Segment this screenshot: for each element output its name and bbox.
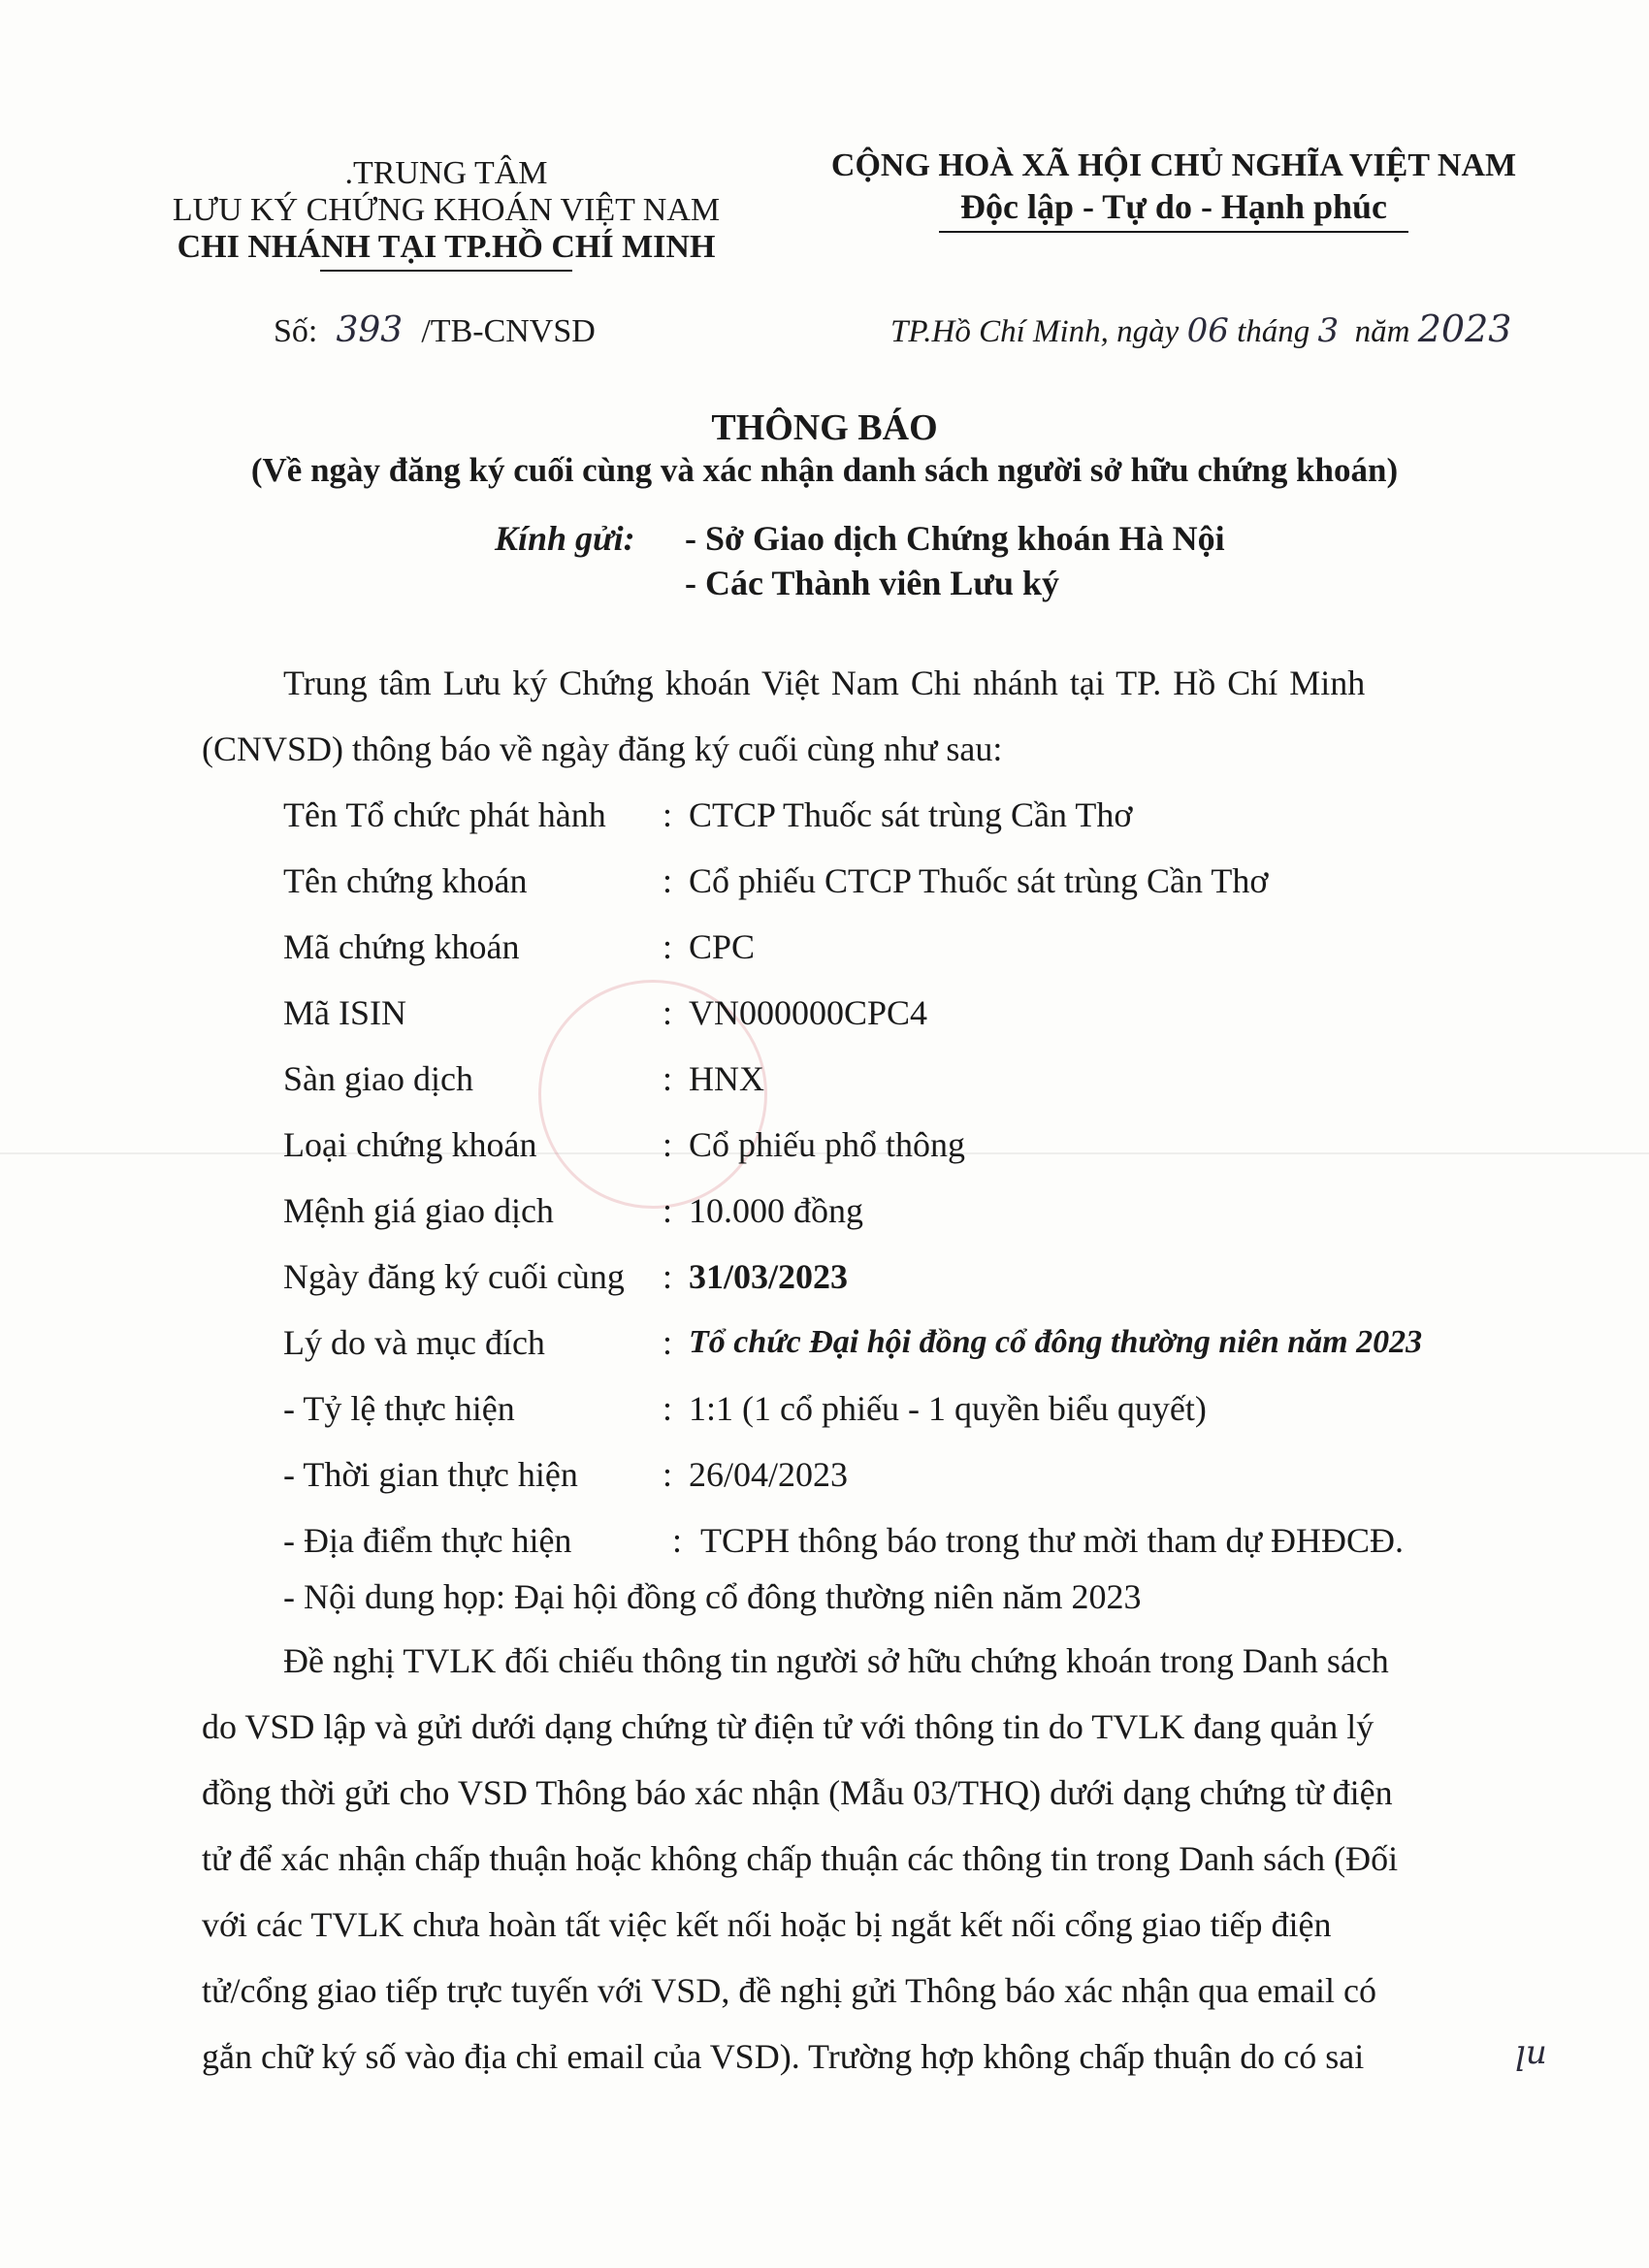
record-date-value: 31/03/2023 xyxy=(689,1257,849,1296)
intro-line: (CNVSD) thông báo về ngày đăng ký cuối cùng như sau: xyxy=(202,729,1003,768)
field-colon: : xyxy=(663,1059,673,1098)
request-line: do VSD lập và gửi dưới dạng chứng từ điện tử với thông tin do TVLK đang quản lý xyxy=(202,1707,1374,1746)
handwritten-initials: ꞁu xyxy=(1515,2033,1547,2072)
field-label: Tên Tổ chức phát hành xyxy=(283,795,606,834)
field-value: Cổ phiếu phổ thông xyxy=(689,1125,965,1164)
date-month: 3 xyxy=(1317,311,1340,350)
field-label: - Tỷ lệ thực hiện xyxy=(283,1389,515,1428)
recipients-label: Kính gửi: xyxy=(495,519,635,558)
field-value: VN000000CPC4 xyxy=(689,993,928,1032)
field-label: Tên chứng khoán xyxy=(283,861,528,900)
field-label: - Địa điểm thực hiện xyxy=(283,1521,572,1560)
request-line: đồng thời gửi cho VSD Thông báo xác nhận (Mẫu 03/THQ) dưới dạng chứng từ điện xyxy=(202,1773,1393,1812)
document-number xyxy=(274,310,596,352)
date-place: TP.Hồ Chí Minh, ngày xyxy=(890,314,1180,349)
field-value: CTCP Thuốc sát trùng Cần Thơ xyxy=(689,795,1133,834)
field-label: Loại chứng khoán xyxy=(283,1125,537,1164)
intro-line: Trung tâm Lưu ký Chứng khoán Việt Nam Chi nhánh tại TP. Hồ Chí Minh xyxy=(283,664,1366,702)
field-colon: : xyxy=(663,1191,673,1230)
field-colon: : xyxy=(663,795,673,834)
field-colon: : xyxy=(663,1323,673,1362)
request-line: Đề nghị TVLK đối chiếu thông tin người sở hữu chứng khoán trong Danh sách xyxy=(283,1641,1389,1680)
field-label: - Thời gian thực hiện xyxy=(283,1455,578,1494)
date-year: 2023 xyxy=(1417,308,1512,350)
request-line: tử/cổng giao tiếp trực tuyến với VSD, đề nghị gửi Thông báo xác nhận qua email có xyxy=(202,1971,1376,2010)
field-value: 26/04/2023 xyxy=(689,1455,849,1494)
document-title: THÔNG BÁO xyxy=(711,407,938,448)
field-colon: : xyxy=(663,927,673,966)
request-line: tử để xác nhận chấp thuận hoặc không chấp thuận các thông tin trong Danh sách (Đối xyxy=(202,1839,1399,1878)
field-value: Cổ phiếu CTCP Thuốc sát trùng Cần Thơ xyxy=(689,861,1269,900)
field-value: HNX xyxy=(689,1059,764,1098)
field-label: Ngày đăng ký cuối cùng xyxy=(283,1257,625,1296)
field-label: Lý do và mục đích xyxy=(283,1323,545,1362)
nation-name: CỘNG HOÀ XÃ HỘI CHỦ NGHĨA VIỆT NAM xyxy=(830,147,1517,183)
field-label: Mệnh giá giao dịch xyxy=(283,1191,554,1230)
date-month-label: tháng xyxy=(1237,314,1310,349)
date-year-label: năm xyxy=(1354,314,1410,349)
meeting-content: - Nội dung họp: Đại hội đồng cổ đông thường niên năm 2023 xyxy=(283,1577,1142,1616)
field-colon: : xyxy=(663,1455,673,1494)
field-label: Mã ISIN xyxy=(283,993,406,1032)
request-line: gắn chữ ký số vào địa chỉ email của VSD). Trường hợp không chấp thuận do có sai xyxy=(202,2037,1365,2076)
field-label: Sàn giao dịch xyxy=(283,1059,473,1098)
field-colon: : xyxy=(663,861,673,900)
recipient-item: - Các Thành viên Lưu ký xyxy=(685,564,1060,602)
number-suffix: /TB-CNVSD xyxy=(421,313,596,349)
org-underline xyxy=(320,270,572,272)
purpose-value: Tổ chức Đại hội đồng cổ đông thường niên năm 2023 xyxy=(689,1324,1423,1360)
motto-underline xyxy=(939,231,1408,233)
field-colon: : xyxy=(663,1125,673,1164)
org-name-line1: .TRUNG TÂM xyxy=(344,155,548,191)
field-colon: : xyxy=(672,1521,683,1560)
field-value: TCPH thông báo trong thư mời tham dự ĐHĐCĐ. xyxy=(700,1521,1405,1560)
document-subtitle: (Về ngày đăng ký cuối cùng và xác nhận danh sách người sở hữu chứng khoán) xyxy=(250,451,1399,489)
document-date xyxy=(890,308,1511,352)
field-label: Mã chứng khoán xyxy=(283,927,520,966)
field-colon: : xyxy=(663,1257,673,1296)
field-colon: : xyxy=(663,1389,673,1428)
date-day: 06 xyxy=(1186,311,1229,350)
field-value: CPC xyxy=(689,927,756,966)
org-name-line2: LƯU KÝ CHỨNG KHOÁN VIỆT NAM xyxy=(172,192,721,228)
request-line: với các TVLK chưa hoàn tất việc kết nối hoặc bị ngắt kết nối cổng giao tiếp điện xyxy=(202,1905,1332,1944)
recipient-item: - Sở Giao dịch Chứng khoán Hà Nội xyxy=(685,519,1225,558)
number-handwritten: 393 xyxy=(336,310,404,350)
field-colon: : xyxy=(663,993,673,1032)
number-prefix: Số: xyxy=(274,313,318,349)
field-value: 1:1 (1 cổ phiếu - 1 quyền biểu quyết) xyxy=(689,1389,1207,1428)
field-value: 10.000 đồng xyxy=(689,1191,863,1230)
nation-motto: Độc lập - Tự do - Hạnh phúc xyxy=(959,187,1388,226)
org-branch-name: CHI NHÁNH TẠI TP.HỒ CHÍ MINH xyxy=(177,229,716,265)
